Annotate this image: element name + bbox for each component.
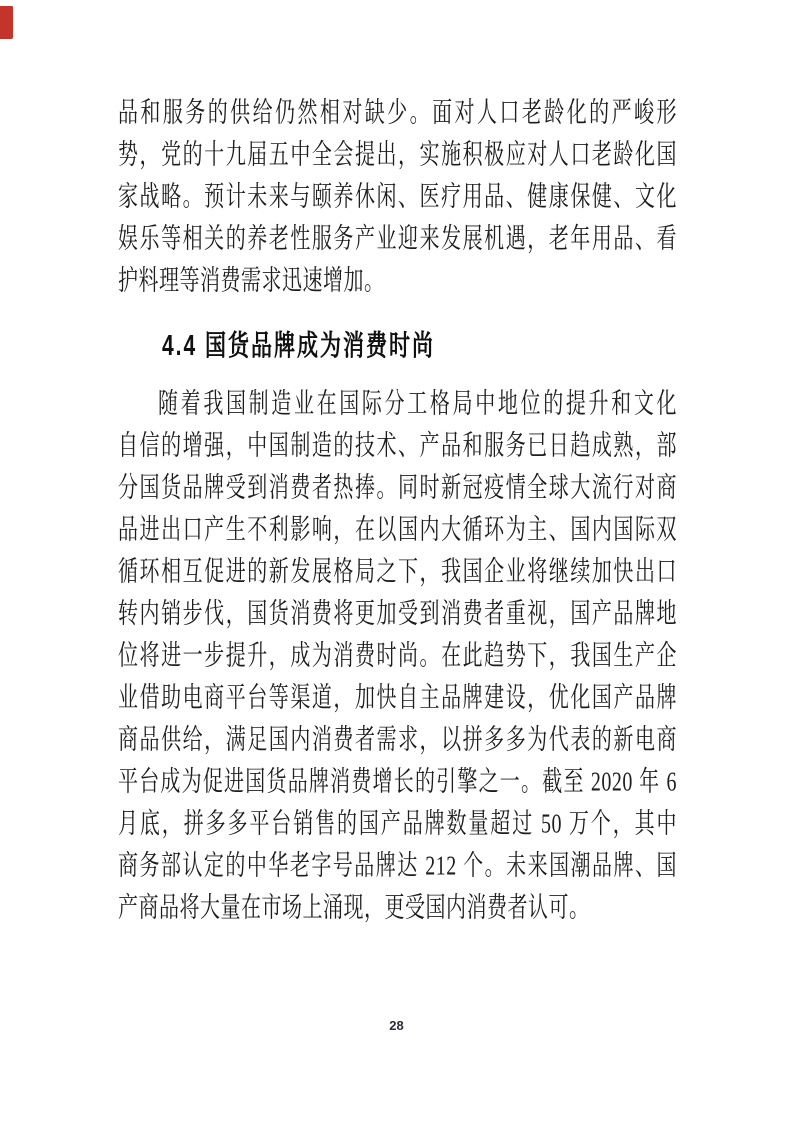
text-line: 品和服务的供给仍然相对缺少。面对人口老龄化的严峻形 [118, 97, 677, 129]
page-number: 28 [389, 1018, 404, 1033]
text-line: 势，党的十九届五中全会提出，实施积极应对人口老龄化国 [118, 139, 677, 171]
text-line: 娱乐等相关的养老性服务产业迎来发展机遇，老年用品、看 [118, 223, 677, 255]
paragraph-aging-services [118, 92, 677, 302]
section-heading-4-4: 4.4 国货品牌成为消费时尚 [162, 330, 436, 362]
text-block [118, 92, 677, 929]
text-line: 循环相互促进的新发展格局之下，我国企业将继续加快出口 [118, 556, 677, 588]
text-line: 转内销步伐，国货消费将更加受到消费者重视，国产品牌地 [118, 598, 677, 630]
text-line: 产商品将大量在市场上涌现，更受国内消费者认可。 [118, 892, 590, 924]
text-line: 品进出口产生不利影响，在以国内大循环为主、国内国际双 [118, 514, 677, 546]
text-line: 自信的增强，中国制造的技术、产品和服务已日趋成熟，部 [118, 430, 677, 462]
red-corner-mark [0, 6, 13, 39]
text-line: 平台成为促进国货品牌消费增长的引擎之一。截至 2020 年 6 [118, 766, 677, 798]
text-line: 商务部认定的中华老字号品牌达 212 个。未来国潮品牌、国 [118, 850, 677, 882]
text-line: 业借助电商平台等渠道，加快自主品牌建设，优化国产品牌 [118, 682, 677, 714]
text-line: 商品供给，满足国内消费者需求，以拼多多为代表的新电商 [118, 724, 677, 756]
text-line: 家战略。预计未来与颐养休闲、医疗用品、健康保健、文化 [118, 181, 677, 213]
text-line: 护料理等消费需求迅速增加。 [118, 265, 385, 297]
text-line: 分国货品牌受到消费者热捧。同时新冠疫情全球大流行对商 [118, 472, 677, 504]
text-line: 月底，拼多多平台销售的国产品牌数量超过 50 万个，其中 [118, 808, 677, 840]
text-line: 随着我国制造业在国际分工格局中地位的提升和文化 [158, 388, 677, 420]
text-line: 位将进一步提升，成为消费时尚。在此趋势下，我国生产企 [118, 640, 677, 672]
paragraph-domestic-brands [118, 383, 677, 929]
